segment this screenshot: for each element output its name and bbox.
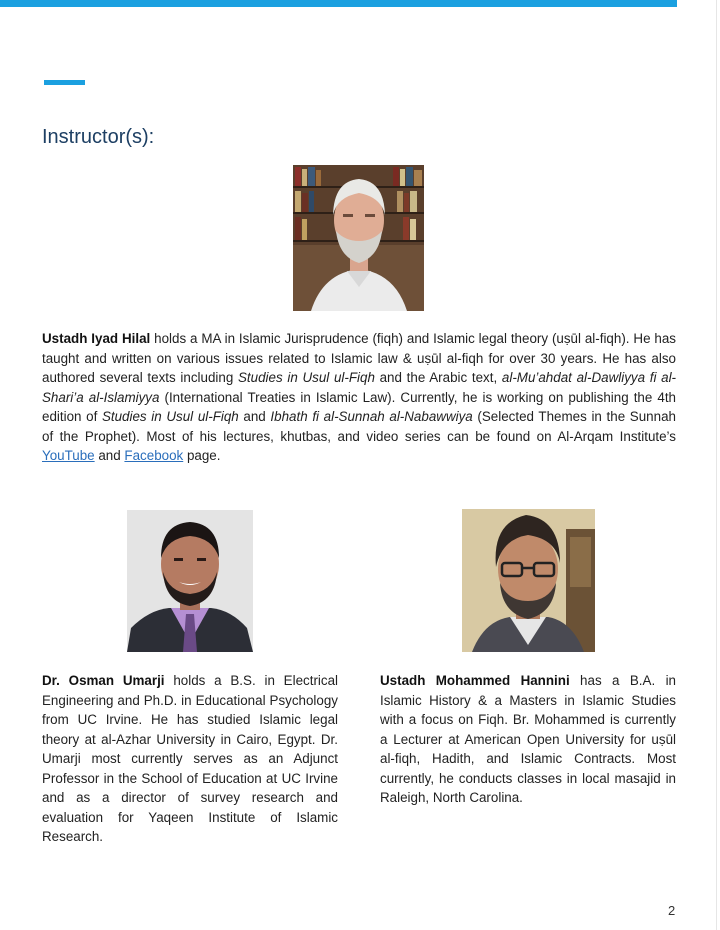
top-accent-bar — [0, 0, 677, 7]
facebook-link[interactable]: Facebook — [124, 448, 184, 463]
page-number: 2 — [668, 903, 676, 918]
instructor-name: Ustadh Iyad Hilal — [42, 331, 151, 346]
bio-osman-umarji: Dr. Osman Umarji holds a B.S. in Electrical Engineering and Ph.D. in Educational Psychology from UC Irvine. He has studied Islamic legal theory at al-Azhar University in Cairo, Egypt. Dr. Umarji most currently serves as an Adjunct Professor in the School of Education at UC Irvine and as a director of survey research and evaluation for Yaqeen Institute of Islamic Research. — [42, 673, 339, 844]
bio-iyad-hilal: Ustadh Iyad Hilal holds a MA in Islamic Jurisprudence (fiqh) and Islamic legal theory (uṣūl al-fiqh). He has taught and written on various issues related to Islamic law & uṣūl al-fiqh for over 30 years. He has also authored several texts including Studies in Usul ul-Fiqh and the Arabic text, al-Mu’ahdat al-Dawliyya fi al-Shari’a al-Islamiyya (International Treaties in Islamic Law). Currently, he is working on publishing the 4th edition of Studies in Usul ul-Fiqh and Ibhath fi al-Sunnah al-Nabawwiya (Selected Themes in the Sunnah of the Prophet). Most of his lectures, khutbas, and video series can be found on Al-Arqam Institute’s YouTube and Facebook page. — [42, 331, 677, 463]
instructor-photo-mohammed-hannini — [462, 509, 595, 652]
instructor-name: Dr. Osman Umarji — [42, 673, 165, 688]
book-title: Studies in Usul ul-Fiqh — [237, 370, 375, 385]
book-title: Ibhath fi al-Sunnah al-Nabawwiya — [270, 409, 473, 424]
youtube-link[interactable]: YouTube — [42, 448, 95, 463]
section-heading: Instructor(s): — [42, 126, 155, 148]
instructor-name: Ustadh Mohammed Hannini — [380, 673, 570, 688]
instructor-photo-iyad-hilal — [293, 165, 424, 311]
section-accent-dash — [44, 80, 85, 85]
instructor-photo-osman-umarji — [127, 510, 253, 652]
book-title: Studies in Usul ul-Fiqh — [101, 409, 239, 424]
page-edge — [716, 0, 717, 930]
book-title: al-Mu’ahdat al-Dawliyya fi al-Shari’a al-Islamiyya — [42, 370, 677, 405]
bio-mohammed-hannini: Ustadh Mohammed Hannini has a B.A. in Islamic History & a Masters in Islamic Studies with a focus on Fiqh. Br. Mohammed is currently a Lecturer at American Open University for uṣūl al-fiqh, Hadith, and Islamic Contracts. Most currently, he conducts classes in local masajid in Raleigh, North Carolina. — [380, 673, 676, 805]
